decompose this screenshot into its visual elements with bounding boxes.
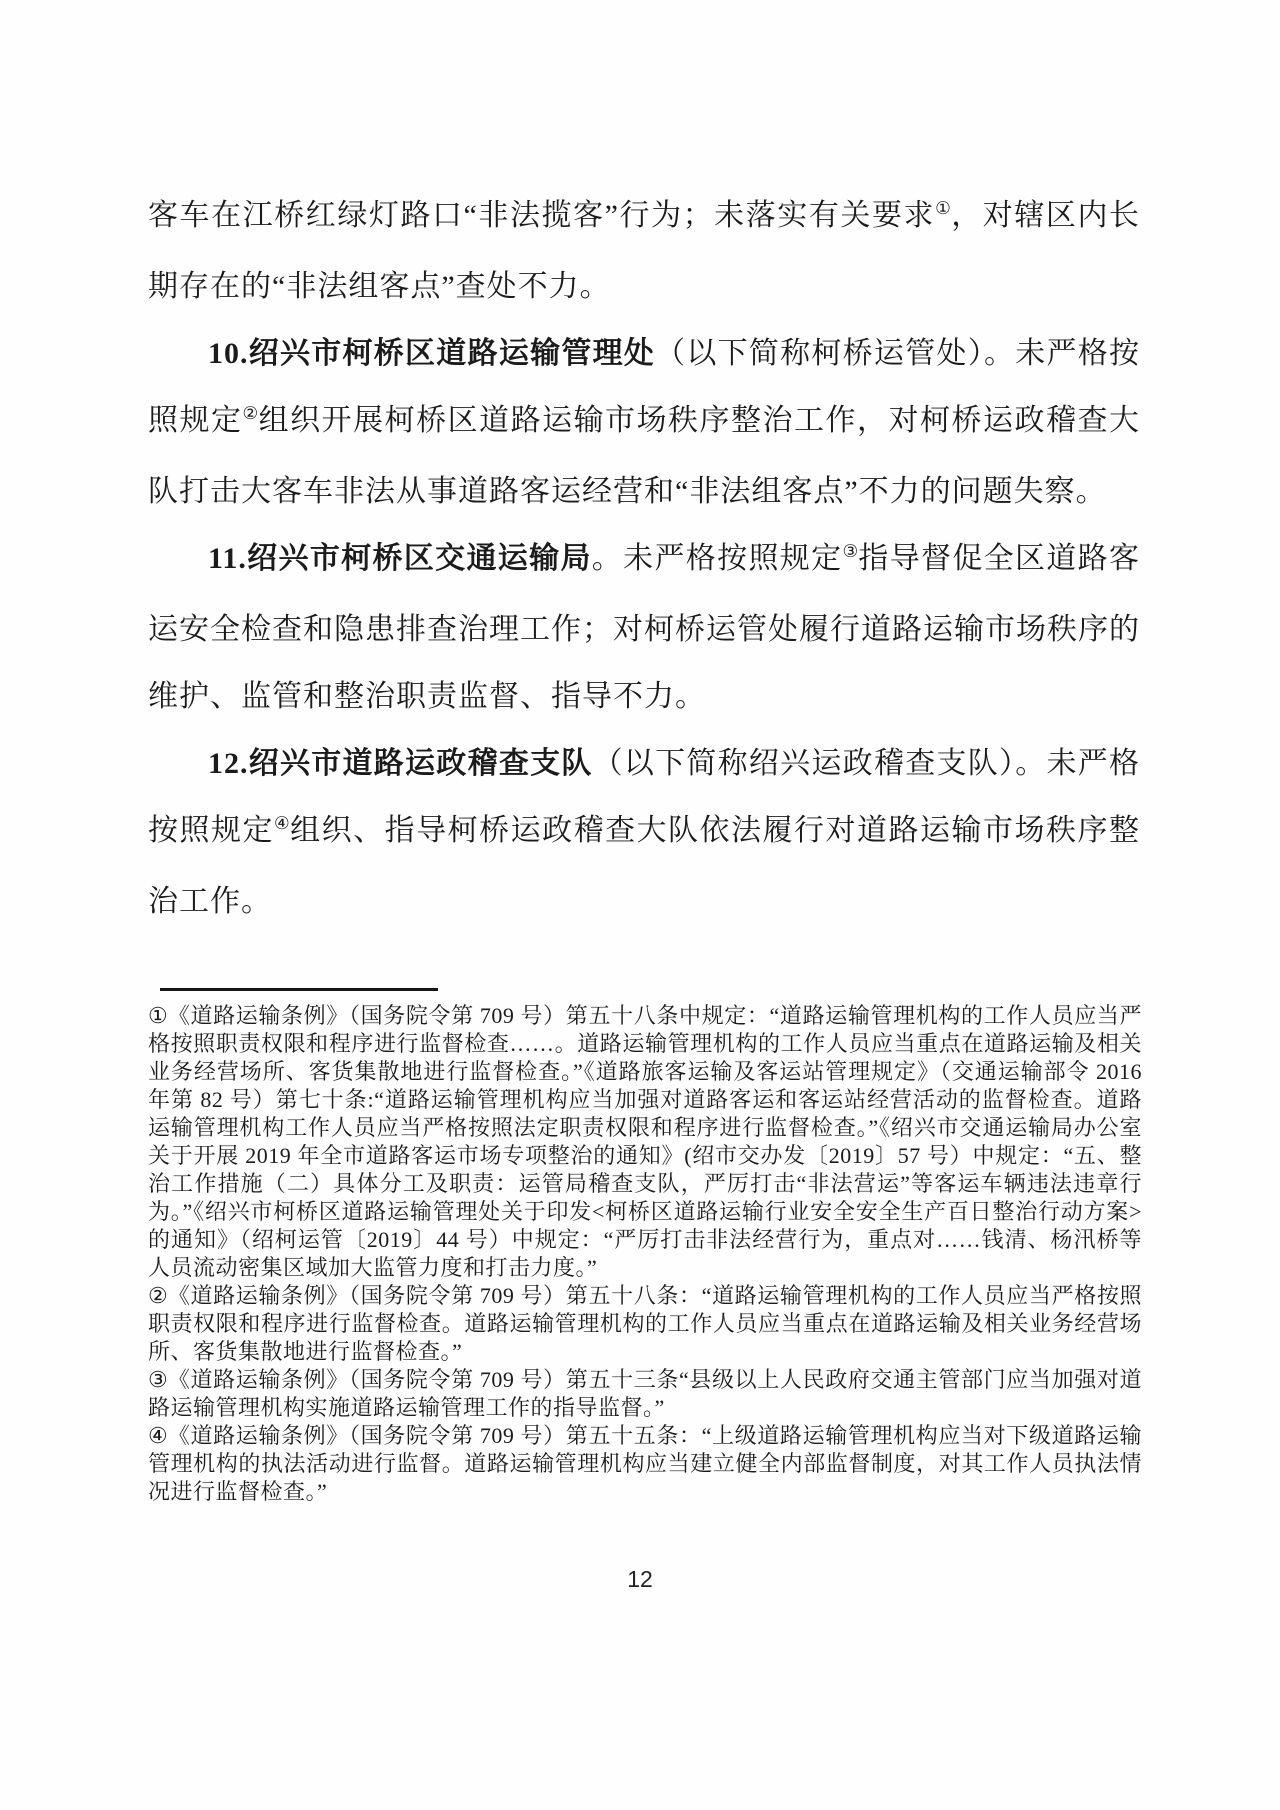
body-text: [148, 182, 1140, 935]
footnote-text: 《道路运输条例》（国务院令第 709 号）第五十三条“县级以上人民政府交通主管部门应当加强对道路运输管理机构实施道路运输管理工作的指导监督。”: [148, 1367, 1142, 1420]
footnote-text: 《道路运输条例》（国务院令第 709 号）第五十八条：“道路运输管理机构的工作人员应当严格按照职责权限和程序进行监督检查。道路运输管理机构的工作人员应当重点在道路运输及相关业务经营场所、客货集散地进行监督检查。”: [148, 1283, 1142, 1364]
footnote-text: 《道路运输条例》（国务院令第 709 号）第五十五条：“上级道路运输管理机构应当对下级道路运输管理机构的执法活动进行监督。道路运输管理机构应当建立健全内部监督制度，对其工作人员执法情况进行监督检查。”: [148, 1423, 1142, 1504]
footnote-ref: ①: [935, 198, 952, 219]
footnote-marker: ④: [148, 1423, 168, 1448]
footnote-ref: ④: [274, 813, 291, 834]
footnote-marker: ①: [148, 1003, 168, 1028]
footnote-separator: [160, 988, 438, 991]
text-run: 组织、指导柯桥运政稽查大队依法履行对道路运输市场秩序整治工作。: [148, 814, 1141, 918]
text-run: 指导督促全区道路客运安全检查和隐患排查治理工作；对柯桥运管处履行道路运输市场秩序的维护、监管和整治职责监督、指导不力。: [148, 542, 1140, 713]
footnotes: [148, 1002, 1142, 1506]
footnote-ref: ③: [842, 541, 859, 562]
footnote-item: [148, 1002, 1142, 1282]
paragraph: [148, 182, 1140, 320]
footnote-marker: ②: [148, 1283, 168, 1308]
paragraph-heading-run: 10.绍兴市柯桥区道路运输管理处: [208, 337, 656, 370]
text-run: （以下简称绍兴运政稽查支队）。未严格按照规定: [148, 747, 1141, 847]
footnote-item: [148, 1282, 1142, 1366]
footnote-marker: ③: [148, 1367, 168, 1392]
text-run: （以下简称柯桥运管处）。未严格按照规定: [148, 337, 1141, 437]
footnote-ref: ②: [242, 403, 259, 424]
text-run: 客车在江桥红绿灯路口“非法揽客”行为；未落实有关要求: [148, 199, 936, 232]
text-run: 。未严格按照规定: [591, 542, 843, 575]
text-run: ，对辖区内长期存在的“非法组客点”查处不力。: [148, 199, 1141, 303]
page-number: 12: [627, 1566, 653, 1592]
paragraph: [148, 320, 1140, 525]
text-run: 组织开展柯桥区道路运输市场秩序整治工作，对柯桥运政稽查大队打击大客车非法从事道路客运经营和“非法组客点”不力的问题失察。: [148, 404, 1141, 508]
footnote-text: 《道路运输条例》（国务院令第 709 号）第五十八条中规定：“道路运输管理机构的工作人员应当严格按照职责权限和程序进行监督检查……。道路运输管理机构的工作人员应当重点在道路运输及相关业务经营场所、客货集散地进行监督检查。”《道路旅客运输及客运站管理规定》（交通运输部令 2016 年第 82 号）第七十条:“道路运输管理机构应当加强对道路客运和客运站经营活动的监督检查。道路运输管理机构工作人员应当严格按照法定职责权限和程序进行监督检查。”《绍兴市交通运输局办公室关于开展 2019 年全市道路客运市场专项整治的通知》(绍市交办发〔2019〕57 号）中规定：“五、整治工作措施（二）具体分工及职责：运管局稽查支队，严厉打击“非法营运”等客运车辆违法违章行为。”《绍兴市柯桥区道路运输管理处关于印发<柯桥区道路运输行业安全安全生产百日整治行动方案>的通知》（绍柯运管〔2019〕44 号）中规定：“严厉打击非法经营行为，重点对……钱清、杨汛桥等人员流动密集区域加大监管力度和打击力度。”: [148, 1003, 1142, 1280]
paragraph-heading-run: 11.绍兴市柯桥区交通运输局: [208, 542, 592, 575]
footnote-item: [148, 1422, 1142, 1506]
footnote-item: [148, 1366, 1142, 1422]
paragraph: [148, 525, 1140, 730]
paragraph-heading-run: 12.绍兴市道路运政稽查支队: [208, 747, 593, 780]
paragraph: [148, 730, 1140, 935]
